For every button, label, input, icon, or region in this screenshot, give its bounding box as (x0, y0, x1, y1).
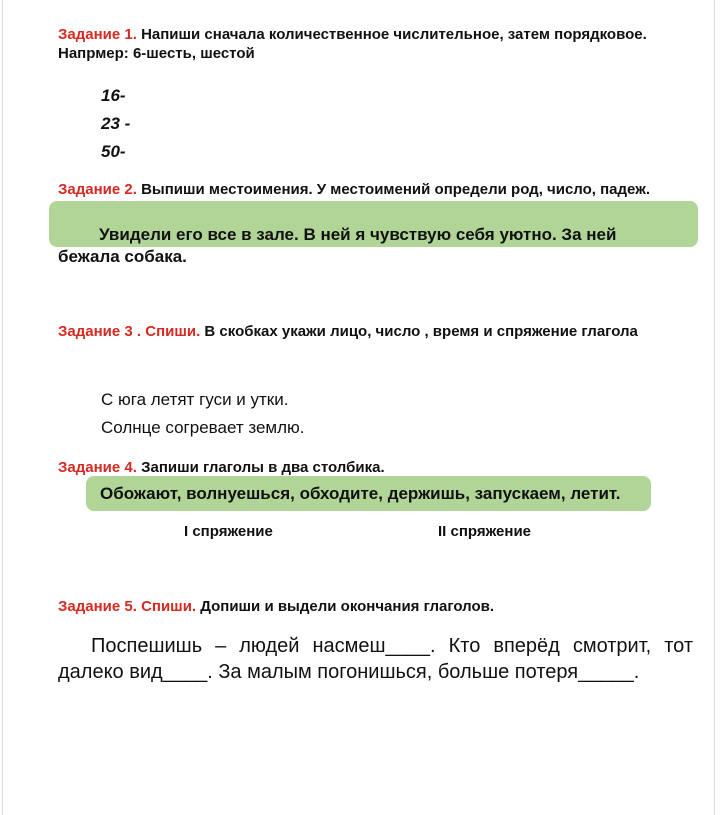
task-5-heading (58, 597, 668, 616)
task-4-words: Обожают, волнуешься, обходите, держишь, запускаем, летит. (100, 484, 621, 503)
column-1-heading: I спряжение (184, 523, 273, 540)
task-2-sentence-line-1: Увидели его все в зале. В ней я чувствую себя уютно. За ней (99, 225, 617, 244)
column-2-heading: II спряжение (438, 523, 532, 540)
task-4-heading (58, 458, 668, 477)
task-3-line: С юга летят гуси и утки. (101, 390, 289, 409)
task-1-heading (58, 25, 668, 63)
task-5-text: Допиши и выдели окончания глаголов. (196, 598, 495, 615)
document-page (2, 0, 715, 815)
number-item: 50- (101, 142, 126, 161)
task-4-label: Задание 4. (58, 459, 137, 476)
task-2-heading (58, 180, 668, 199)
task-4-text: Запиши глаголы в два столбика. (136, 459, 385, 476)
task-3-text: В скобках укажи лицо, число , время и спряжение глагола (200, 323, 638, 340)
task-1-text: Напиши сначала количественное числительное, затем порядковое. Напрмер: 6-шесть, шестой (58, 26, 647, 62)
task-5-label: Задание 5. Спиши. (58, 598, 197, 615)
task-3-line: Солнце согревает землю. (101, 418, 305, 437)
task-2-label: Задание 2. (58, 181, 137, 198)
number-item: 23 - (101, 114, 131, 133)
task-5-proverb: Поспешишь – людей насмеш____. Кто вперёд смотрит, тот далеко вид____. За малым погонишься, больше потеря_____. (58, 635, 693, 683)
task-2-sentence-line-2: бежала собака. (58, 247, 187, 266)
task-1-label: Задание 1. (58, 26, 137, 43)
task-3-heading (58, 322, 668, 341)
number-item: 16- (101, 86, 126, 105)
task-2-text: Выпиши местоимения. У местоимений определи род, число, падеж. (136, 181, 650, 198)
task-3-label: Задание 3 . Спиши. (58, 323, 201, 340)
